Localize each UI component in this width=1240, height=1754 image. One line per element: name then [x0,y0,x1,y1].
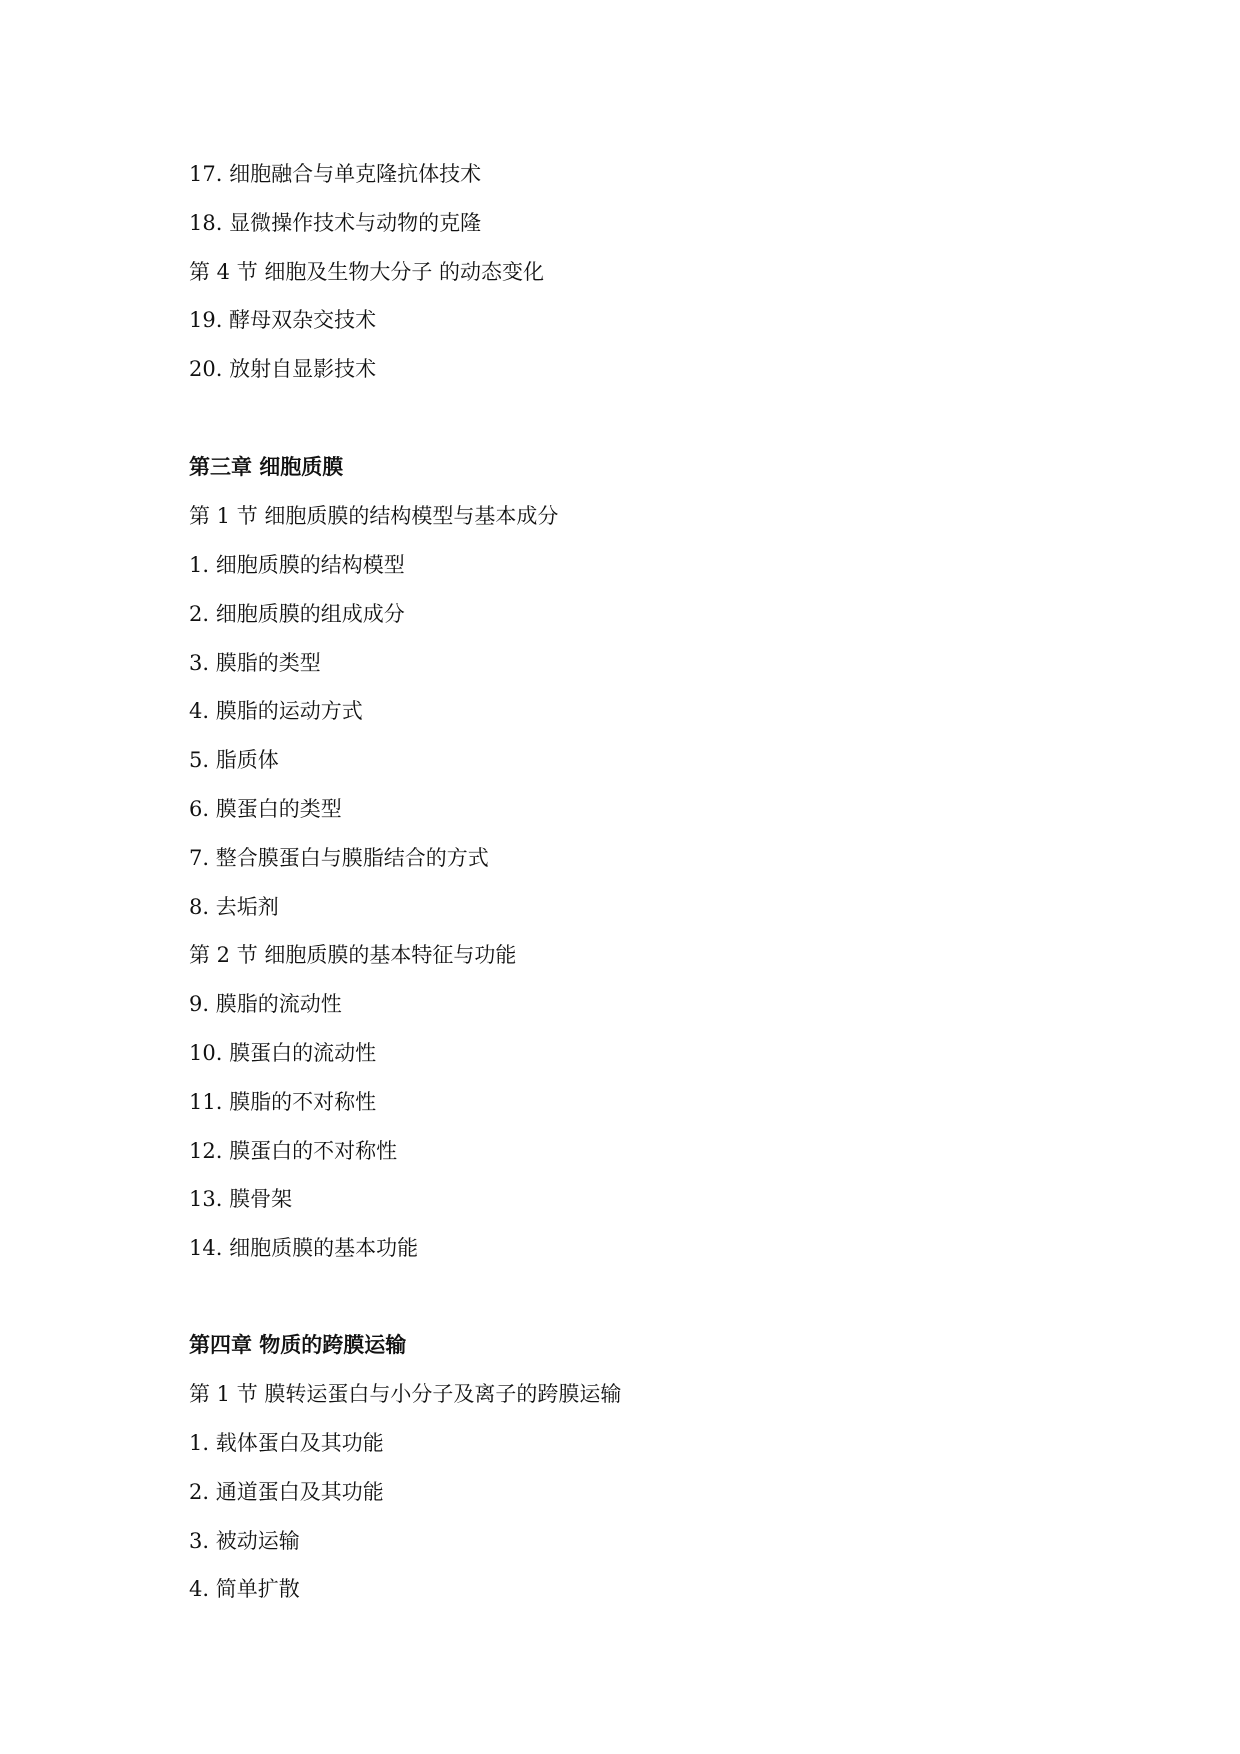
list-item: 11. 膜脂的不对称性 [189,1090,377,1114]
chapter-heading: 第三章 细胞质膜 [189,454,344,479]
section-heading: 第 2 节 细胞质膜的基本特征与功能 [189,943,517,967]
list-item: 2. 细胞质膜的组成成分 [189,602,405,626]
chapter-heading: 第四章 物质的跨膜运输 [189,1332,407,1357]
list-item: 1. 载体蛋白及其功能 [189,1431,384,1455]
list-item: 10. 膜蛋白的流动性 [189,1041,377,1065]
list-item: 4. 简单扩散 [189,1577,300,1601]
list-item: 5. 脂质体 [189,748,279,772]
section-heading: 第 1 节 膜转运蛋白与小分子及离子的跨膜运输 [189,1382,622,1406]
list-item: 18. 显微操作技术与动物的克隆 [189,211,482,235]
list-item: 4. 膜脂的运动方式 [189,699,363,723]
list-item: 19. 酵母双杂交技术 [189,308,377,332]
list-item: 9. 膜脂的流动性 [189,992,342,1016]
list-item: 3. 被动运输 [189,1529,300,1553]
section-heading: 第 1 节 细胞质膜的结构模型与基本成分 [189,504,559,528]
list-item: 12. 膜蛋白的不对称性 [189,1139,398,1163]
list-item: 3. 膜脂的类型 [189,651,321,675]
list-item: 13. 膜骨架 [189,1187,293,1211]
section-heading: 第 4 节 细胞及生物大分子 的动态变化 [189,260,545,284]
list-item: 2. 通道蛋白及其功能 [189,1480,384,1504]
list-item: 20. 放射自显影技术 [189,357,377,381]
list-item: 1. 细胞质膜的结构模型 [189,553,405,577]
list-item: 7. 整合膜蛋白与膜脂结合的方式 [189,846,489,870]
list-item: 8. 去垢剂 [189,895,279,919]
list-item: 17. 细胞融合与单克隆抗体技术 [189,162,482,186]
list-item: 6. 膜蛋白的类型 [189,797,342,821]
list-item: 14. 细胞质膜的基本功能 [189,1236,419,1260]
